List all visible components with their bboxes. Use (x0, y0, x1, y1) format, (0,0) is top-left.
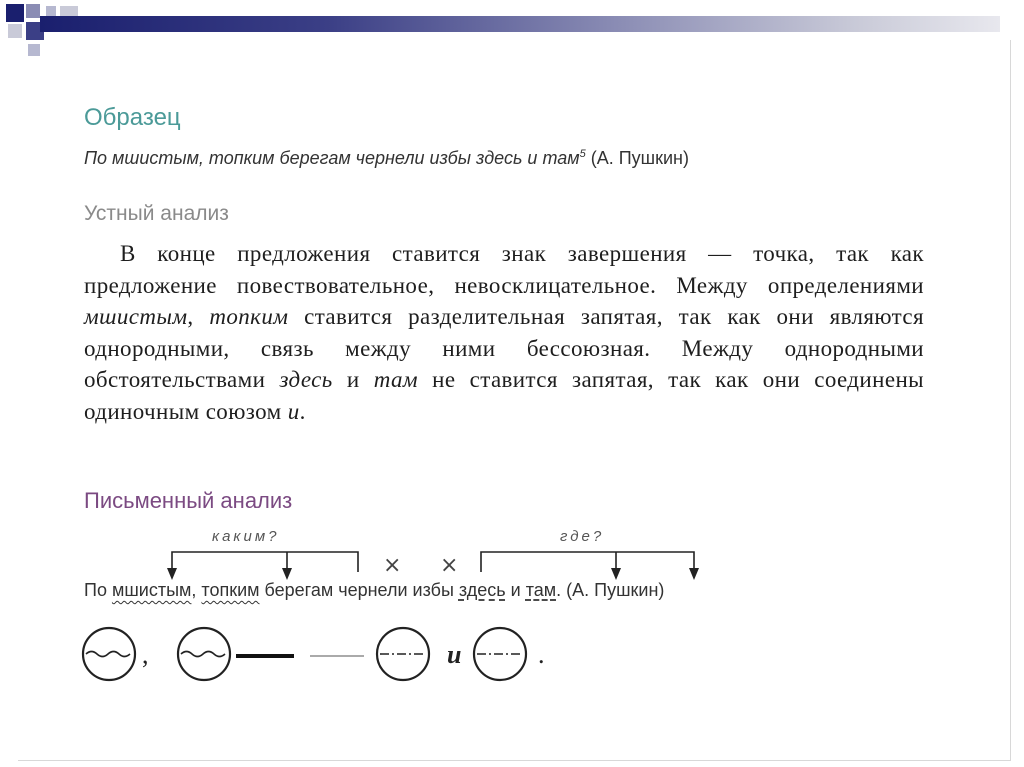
written-analysis-heading: Письменный анализ (84, 488, 293, 513)
schema-circle-3 (377, 628, 429, 680)
word-attribute: мшистым (111, 580, 192, 600)
italic-word: мшистым (84, 304, 188, 329)
word: . (А. Пушкин) (556, 580, 665, 600)
word-attribute: топким (201, 580, 260, 600)
footnote-mark: 5 (579, 148, 586, 160)
no-comma-mark: × (383, 553, 402, 578)
paragraph-text: . (299, 398, 306, 424)
word: чернели (333, 580, 408, 600)
written-analysis-sentence (84, 580, 664, 601)
word: и (505, 580, 526, 600)
word: , (191, 580, 202, 600)
italic-word: топким (209, 304, 289, 329)
word-adverbial: здесь (458, 580, 506, 600)
schema-circle-2 (178, 628, 230, 680)
question-label-gde: где? (560, 528, 605, 545)
bracket-gde (481, 552, 694, 572)
schema-circle-1 (83, 628, 135, 680)
paragraph-text: ставится разделительная запятая, так как они являются однородными, связь между ними бессоюзная. Между однородными обстоятельствами (84, 304, 924, 392)
word: берегам (259, 580, 334, 600)
schema-circle-4 (474, 628, 526, 680)
italic-word: здесь (279, 367, 333, 392)
paragraph-text: и (332, 367, 374, 392)
sample-heading: Образец (84, 104, 181, 131)
arrowheads-kakim (167, 568, 292, 580)
paragraph-text: , (187, 304, 210, 329)
word: избы (407, 580, 459, 600)
schema-period: . (538, 640, 545, 669)
word: По (84, 580, 112, 600)
paragraph-text: В конце предложения ставится знак завершения — точка, так как предложение повествовательное, невосклицательное. Между определениями (84, 241, 924, 298)
schema-conjunction: и (447, 640, 462, 669)
schema-comma: , (142, 640, 149, 669)
bracket-kakim (172, 552, 358, 572)
word-adverbial: там (525, 580, 557, 600)
sample-text: По мшистым, топким берегам чернели избы здесь и там (84, 148, 580, 168)
question-label-kakim: каким? (212, 528, 280, 545)
sample-attribution: (А. Пушкин) (585, 148, 689, 168)
arrowheads-gde (611, 568, 699, 580)
italic-word: и (287, 398, 300, 424)
no-comma-mark: × (440, 553, 459, 578)
paragraph-text: не ставится запятая, так как они соединены одиночным союзом (84, 367, 925, 424)
italic-word: там (373, 367, 418, 392)
oral-analysis-heading: Устный анализ (84, 202, 229, 225)
